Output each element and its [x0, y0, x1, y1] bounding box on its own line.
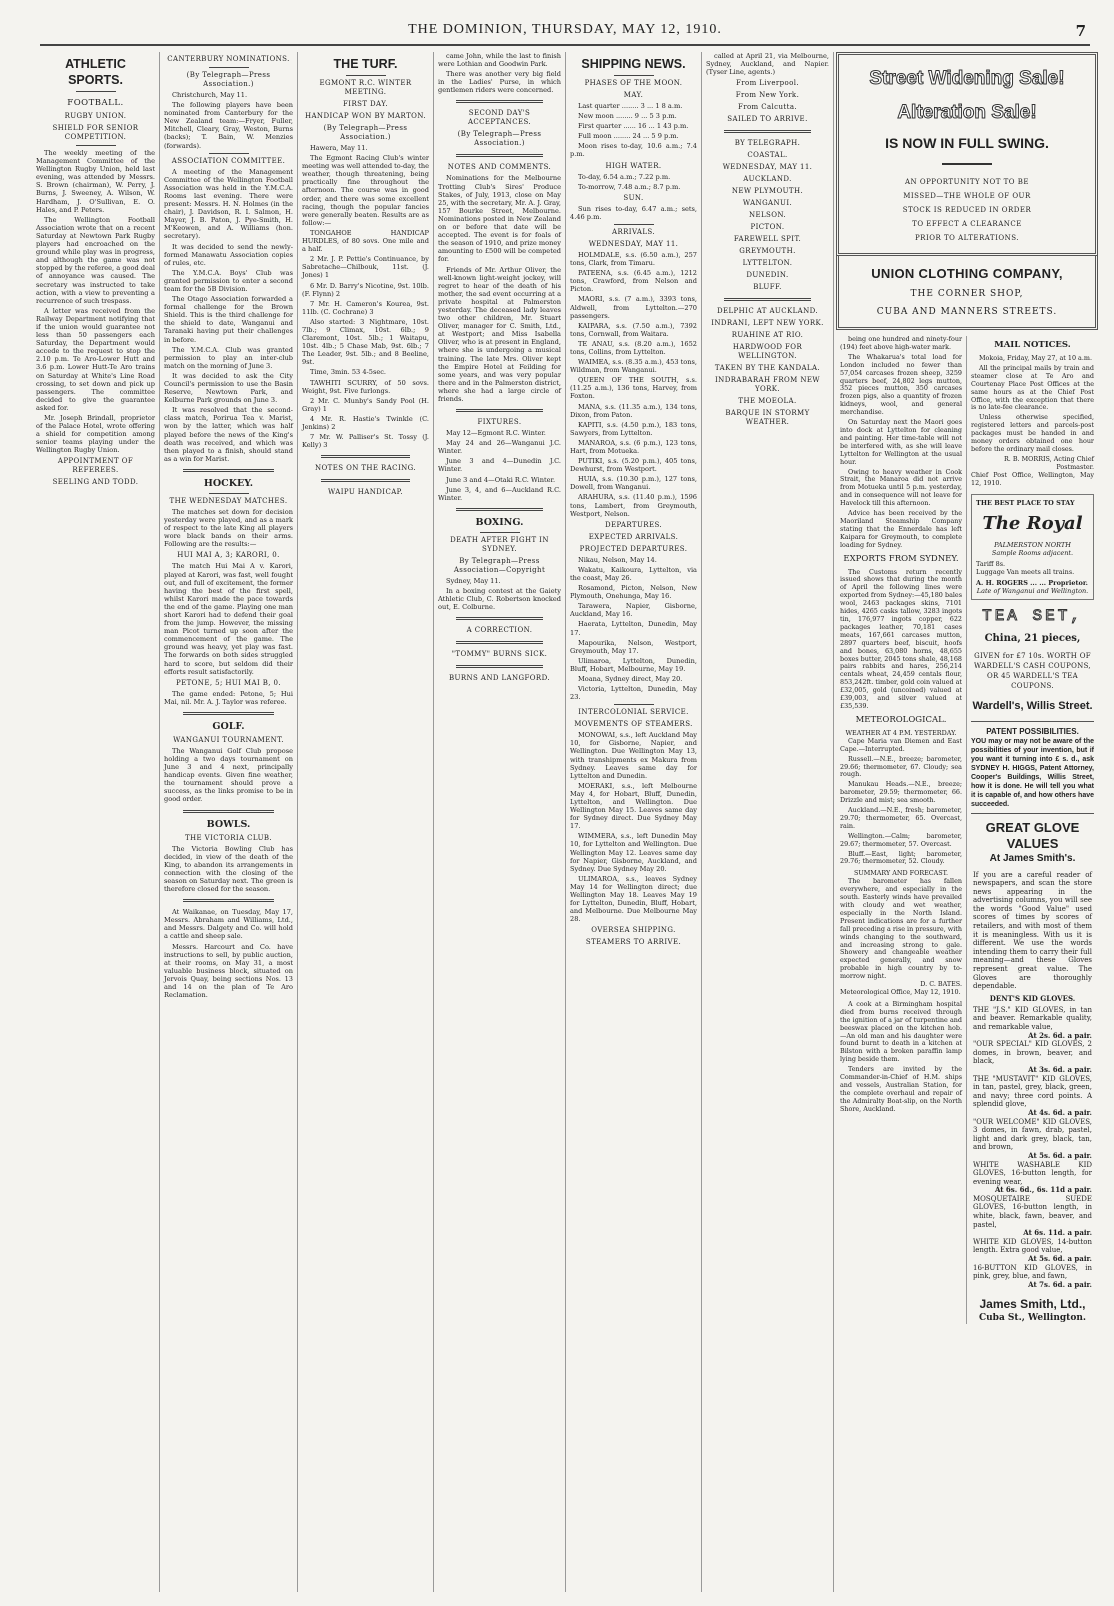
article-paragraph: 6 Mr. D. Barry's Nicotine, 9st. 10lb. (F. Flynn) 2: [302, 281, 429, 298]
article-heading: RUGBY UNION.: [64, 112, 127, 120]
glove-description: THE "MUSTAVIT" KID GLOVES, in tan, pastel, grey, black, green, and navy; three cord points. A splendid glove,: [973, 1074, 1092, 1109]
glove-item: [973, 1264, 1092, 1290]
article-paragraph: The weekly meeting of the Management Committee of the Wellington Rugby Union, held last evening, was attended by Messrs. S. Brown (chairman), W. Perry, J. Burns, J. Sweeney, A. Wilson, W. Hardham, J. O'Sullivan, E. O. Hales, and P. Peters.: [36, 149, 155, 214]
article-heading: HIGH WATER.: [605, 161, 662, 170]
article-paragraph: Time, 3min. 53 4-5sec.: [310, 368, 387, 377]
article-heading: From Liverpool.: [736, 79, 799, 88]
article-paragraph: Friends of Mr. Arthur Oliver, the well-known light-weight jockey, will regret to hear of the death of his mother, the sad event occurring at a private hospital at Palmerston yesterday. The deceased lady leaves two other children, Mr. Stuart Oliver, manager for C. Smith, Ltd., at Westport; and Miss Isabella Oliver, who is at present in England, where she is undergoing a musical training. The late Mrs. Oliver kept the Empire Hotel at Feilding for some years, and was very popular there and in the Palmerston district, where she had a large circle of friends.: [438, 265, 561, 403]
article-paragraph: New moon ........ 9 ... 5 3 p.m.: [578, 112, 677, 121]
page-number: 7: [1075, 22, 1086, 40]
article-heading: CANTERBURY NOMINATIONS.: [167, 55, 290, 63]
glove-price: At 4s. 6d. a pair.: [1028, 1107, 1092, 1117]
article-paragraph: It was decided to ask the City Council's permission to use the Basin Reserve, Newtown Park, and Kelburne Park grounds on June 3.: [164, 371, 293, 405]
glove-item: [973, 1195, 1092, 1238]
article-paragraph: Messrs. Harcourt and Co. have instructions to sell, by public auction, at their rooms, on May 31, a most valuable business block, situated on Jervois Quay, being sections Nos. 13 and 14 on the plan of Te Aro Reclamation.: [164, 942, 293, 1000]
hotel-sample-rooms: Sample Rooms adjacent.: [991, 548, 1074, 557]
meteorological-heading: METEOROLOGICAL.: [855, 714, 947, 725]
article-paragraph: MONOWAI, s.s., left Auckland May 10, for Gisborne, Napier, and Wellington. Due Wellington May 13, with transhipments ex Makura from Sydney. Leaves same day for Lyttelton and Dunedin.: [570, 731, 697, 780]
article-heading: FIXTURES.: [477, 418, 522, 427]
hotel-proprietor-note: Late of Wanganui and Wellington.: [976, 586, 1089, 595]
article-paragraph: The Wellington Football Association wrote that on a recent Saturday at Newtown Park Rugby players had encroached on the ground while play was in progress, and although the game was not stopped by the referee, a good deal of annoyance was caused. The secretary was instructed to take action, with a view to preventing a recurrence of such trespass.: [36, 215, 155, 305]
weather-report: Wellington.—Calm; barometer, 29.67; thermometer, 57. Overcast.: [840, 831, 962, 848]
glove-description: THE "J.S." KID GLOVES, in tan and beaver. Remarkable quality, and remarkable value,: [973, 1005, 1092, 1031]
glove-price: At 7s. 6d. a pair.: [1028, 1279, 1092, 1289]
section-rule: [724, 130, 810, 133]
glove-item: [973, 1040, 1092, 1074]
weather-report: Bluff.—East, light; barometer, 29.76; thermometer, 52. Cloudy.: [840, 849, 962, 866]
article-paragraph: WIMMERA, s.s., left Dunedin May 10, for Lyttelton and Wellington. Due Wellington May 12. Leaves same day for Napier, Gisborne, Auckland, and Sydney. Due Sydney May 20.: [570, 832, 697, 873]
ornament-divider: [209, 67, 249, 68]
sale-line: PRIOR TO ALTERATIONS.: [914, 234, 1020, 242]
article-heading: A CORRECTION.: [466, 626, 533, 635]
forecast-signature: D. C. BATES.: [920, 980, 962, 989]
article-paragraph: PUTIKI, s.s. (5.20 p.m.), 405 tons, Dewhurst, from Westport.: [570, 457, 697, 474]
article-heading: SAILED TO ARRIVE.: [727, 115, 808, 124]
article-heading: WEDNESDAY, MAY 11.: [722, 163, 813, 172]
article-heading: PHASES OF THE MOON.: [584, 79, 683, 87]
article-paragraph: May 12—Egmont R.C. Winter.: [446, 429, 546, 438]
article-heading: From New York.: [735, 91, 800, 100]
article-heading: GREYMOUTH.: [739, 247, 796, 256]
article-heading: PICTON.: [750, 223, 785, 232]
article-paragraph: came John, while the last to finish were Lothian and Goodwin Park.: [438, 52, 561, 69]
article-heading: BOXING.: [475, 516, 524, 528]
article-heading: INDRANI, LEFT NEW YORK.: [711, 319, 824, 328]
article-paragraph: The Y.M.C.A. Club was granted permission to play an inter-club match on the morning of June 3.: [164, 345, 293, 370]
mail-notice: Unless otherwise specified, registered letters and parcels-post packages must be handed in and money orders obtained one hour before the ordinary mail closes.: [971, 413, 1094, 453]
hotel-proprietor: A. H. ROGERS ... ... Proprietor.: [976, 578, 1088, 587]
tea-set-title: TEA SET,: [982, 606, 1083, 625]
news-paragraph: The Whakarua's total load for London included no fewer than 57,054 carcases frozen sheep, 3259 quarters beef, 24,802 legs mutton, 352 pieces mutton, 350 carcases frozen pigs, also a quantity of frozen kidneys, wool, and general merchandise.: [840, 352, 962, 417]
section-rule: [456, 641, 542, 644]
article-paragraph: MAORI, s.s. (7 a.m.), 3393 tons, Aldwell, from Lyttelton.—270 passengers.: [570, 295, 697, 320]
article-paragraph: In a boxing contest at the Gaiety Athletic Club, C. Robertson knocked out, E. Colburne.: [438, 586, 561, 612]
article-heading: MAY.: [623, 91, 644, 99]
section-rule: [456, 508, 542, 511]
article-paragraph: called at April 21, via Melbourne, Sydney, Auckland, and Napier. (Tyser Line, agents.): [706, 52, 829, 77]
article-heading: (By Telegraph—Press Association.): [457, 130, 542, 148]
glove-company: James Smith, Ltd.,: [979, 1297, 1086, 1312]
article-paragraph: MANAROA, s.s. (6 p.m.), 123 tons, Hart, from Motueka.: [570, 438, 697, 455]
glove-description: "OUR SPECIAL" KID GLOVES, 2 domes, in brown, beaver, and black,: [973, 1040, 1092, 1066]
tea-set-advertisement: [971, 606, 1094, 713]
glove-item: [973, 1118, 1092, 1161]
article-heading: NELSON.: [748, 211, 787, 220]
article-paragraph: QUEEN OF THE SOUTH, s.s. (11.25 a.m.), 136 tons, Harvey, from Foxton.: [570, 376, 697, 401]
article-paragraph: The Otago Association forwarded a formal challenge for the Brown Shield. This is the third challenge for the shield to date, Wanganui and Taranaki having put their challenges in before.: [164, 295, 293, 344]
article-heading: LYTTELTON.: [742, 259, 793, 268]
article-heading: STEAMERS TO ARRIVE.: [585, 938, 682, 947]
section-rule: [321, 479, 410, 482]
sale-line: AN OPPORTUNITY NOT TO BE: [904, 178, 1030, 186]
article-paragraph: WAIMEA, s.s. (8.35 a.m.), 453 tons, Wildman, from Wanganui.: [570, 358, 697, 375]
ornament-divider: [480, 532, 520, 533]
article-paragraph: Wakatu, Kaikoura, Lyttelton, via the coast, May 26.: [570, 565, 697, 582]
article-heading: INDRABARAH FROM NEW YORK.: [715, 376, 820, 394]
article-heading: TAKEN BY THE KANDALA.: [714, 364, 821, 373]
article-paragraph: TE ANAU, s.s. (8.20 a.m.), 1652 tons, Collins, from Lyttelton.: [570, 339, 697, 356]
article-paragraph: Mr. Joseph Brindall, proprietor of the Palace Hotel, wrote offering a shield for competition among senior teams playing under the Wellington Rugby Union.: [36, 414, 155, 455]
article-heading: THE WEDNESDAY MATCHES.: [169, 496, 288, 505]
article-heading: BARQUE IN STORMY WEATHER.: [725, 409, 810, 427]
glove-title: GREAT GLOVE VALUES: [985, 819, 1080, 851]
news-subcolumn: [836, 336, 967, 1324]
article-heading: DUNEDIN.: [746, 271, 789, 280]
column-shipping-continued: [702, 52, 834, 1592]
article-heading: SEELING AND TODD.: [52, 478, 139, 487]
article-paragraph: The following players have been nominated from Canterbury for the New Zealand team:—Fryer, Fuller, Mitchell, Cleary, Gray, Weston, Burns (backs); T. Bain, W. Menzies (forwards).: [164, 101, 293, 150]
glove-item: [973, 1161, 1092, 1195]
article-heading: HOCKEY.: [203, 477, 254, 489]
article-paragraph: Christchurch, May 11.: [172, 91, 248, 99]
glove-price: At 2s. 6d. a pair.: [1028, 1030, 1092, 1040]
glove-dents-heading: DENT'S KID GLOVES.: [989, 993, 1076, 1003]
article-paragraph: Rosamond, Picton, Nelson, New Plymouth, Onehunga, May 16.: [570, 584, 697, 601]
article-paragraph: KAIPARA, s.s. (7.50 a.m.), 7392 tons, Cornwall, from Waitara.: [570, 321, 697, 338]
news-paragraph: Owing to heavy weather in Cook Strait, the Manaroa did not arrive from Motueka until 5 p.m. yesterday, and in consequence will not leave for Havelock till this afternoon.: [840, 467, 962, 508]
article-paragraph: The Egmont Racing Club's winter meeting was well attended to-day, the weather, though threatening, being practically fine throughout the afternoon. The course was in good order, and there was some excellent racing, though the popular fancies were generally beaten. Results are as follow:—: [302, 154, 429, 227]
article-heading: COASTAL.: [747, 151, 788, 160]
shop-name: THE CORNER SHOP,: [910, 289, 1024, 299]
article-heading: (By Telegraph—Press Association.): [186, 71, 271, 88]
shop-address: CUBA AND MANNERS STREETS.: [876, 307, 1058, 317]
glove-item: [973, 1006, 1092, 1040]
article-heading: From Calcutta.: [737, 103, 798, 112]
article-paragraph: Nominations for the Melbourne Trotting Club's Sires' Produce Stakes, of July, 1913, close on May 25, with the secretary, Mr. A. J. Gray, 157 Bourke Street, Melbourne. Nominations posted in New Zealand on or before that date will be accepted. The event is for foals of the season of 1910, and prize money amounting to £500 will be competed for.: [438, 174, 561, 264]
news-paragraph: On Saturday next the Maori goes into dock at Lyttelton for cleaning and painting. Her time-table will not be interfered with, as she will leave Lyttelton for Wellington at the usual hour.: [840, 418, 962, 466]
article-heading: BURNS AND LANGFORD.: [449, 674, 550, 683]
glove-price: At 5s. 6d. a pair.: [1028, 1150, 1092, 1160]
article-heading: EXPECTED ARRIVALS.: [588, 532, 679, 541]
article-paragraph: 2 Mr. C. Munby's Sandy Pool (H. Gray) 1: [302, 396, 429, 413]
weather-report: Cape Maria van Diemen and East Cape.—Interrupted.: [840, 736, 962, 753]
article-heading: PETONE, 5; HUI MAI B, 0.: [175, 678, 282, 687]
article-paragraph: HOLMDALE, s.s. (6.50 a.m.), 257 tons, Clark, from Timaru.: [570, 250, 697, 268]
article-paragraph: 4 Mr. R. Hastie's Twinkle (C. Jenkins) 2: [302, 414, 429, 431]
glove-description: "OUR WELCOME" KID GLOVES, 3 domes, in fawn, drab, pastel, light and dark grey, black, tan, and brown,: [973, 1117, 1092, 1152]
article-paragraph: At Waikanae, on Tuesday, May 17, Messrs. Abraham and Williams, Ltd., and Messrs. Dalgety and Co. will hold a cattle and sheep sale.: [164, 908, 293, 941]
newspaper-title: THE DOMINION, THURSDAY, MAY 12, 1910.: [408, 22, 722, 37]
article-heading: GOLF.: [212, 720, 245, 732]
tea-set-china: China, 21 pieces,: [984, 632, 1081, 644]
article-heading: DELPHIC AT AUCKLAND.: [716, 307, 819, 316]
union-clothing-advertisement: [836, 256, 1098, 330]
mail-notice: All the principal mails by train and steamer close at Te Aro and Courtenay Place Post Offices at the same hours as at the Chief Post Office, with the exception that there is no late-fee clearance.: [971, 363, 1094, 412]
article-paragraph: ULIMAROA, s.s., leaves Sydney May 14 for Wellington direct; due Wellington May 18. Leaves May 19 for Lyttelton, Dunedin, Bluff, Hobart, and Melbourne. Due Melbourne May 28.: [570, 874, 697, 924]
mail-notice: Mokoia, Friday, May 27, at 10 a.m.: [979, 354, 1092, 362]
sale-advertisement: [836, 52, 1098, 256]
tea-set-offer: GIVEN for £7 10s. WORTH OF WARDELL'S CASH COUPONS, OR 45 WARDELL'S TEA COUPONS.: [974, 651, 1091, 690]
mail-signature: R. B. MORRIS, Acting Chief Postmaster.: [1003, 454, 1094, 471]
section-rule: [183, 469, 273, 472]
article-heading: By Telegraph—Press Association—Copyright: [453, 556, 546, 574]
article-paragraph: The Y.M.C.A. Boys' Club was granted permission to enter a second team for the 5B Division.: [164, 268, 293, 293]
article-paragraph: Moana, Sydney direct, May 20.: [578, 674, 683, 683]
article-paragraph: Nikau, Nelson, May 14.: [578, 555, 657, 564]
article-heading: RUAHINE AT RIO.: [731, 331, 804, 340]
article-paragraph: Tarawera, Napier, Gisborne, Auckland, May 16.: [570, 602, 697, 619]
section-rule: [456, 665, 542, 668]
article-paragraph: MANA, s.s. (11.35 a.m.), 134 tons, Dixon, from Paton.: [570, 402, 697, 419]
tea-set-shop: Wardell's, Willis Street.: [972, 699, 1093, 712]
article-paragraph: Also started: 3 Nightmare, 10st. 7lb.; 9 Climax, 10st. 6lb.; 9 Claremont, 10st. 5lb.; 1 Waitapu, 10st. 4lb.; 5 Chase Mab, 9st. 6lb.; 7 The Leader, 9st. 5lb.; and 8 Beeline, 9st.: [302, 317, 429, 367]
glove-description: 16-BUTTON KID GLOVES, in pink, grey, blue, and fawn,: [973, 1263, 1092, 1281]
article-heading: NOTES ON THE RACING.: [315, 464, 416, 473]
forecast-office: Meteorological Office, May 12, 1910.: [840, 987, 961, 996]
article-paragraph: To-morrow, 7.48 a.m.; 8.7 p.m.: [578, 182, 681, 191]
article-paragraph: TAWHITI SCURRY, of 50 sovs. Weight, 9st. Five furlongs.: [302, 378, 429, 395]
article-paragraph: Full moon ........ 24 ... 5 9 p.m.: [578, 132, 679, 141]
article-paragraph: There was another very big field in the Ladies' Purse, in which gentlemen riders were concerned.: [438, 70, 561, 95]
forecast-heading: SUMMARY AND FORECAST.: [853, 869, 949, 878]
article-paragraph: Sydney, May 11.: [446, 576, 501, 585]
article-heading: PROJECTED DEPARTURES.: [579, 544, 688, 553]
article-heading: THE MOEOLA.: [738, 397, 797, 406]
article-paragraph: Moon rises to-day, 10.6 a.m.; 7.4 p.m.: [570, 142, 697, 159]
article-paragraph: Mapourika, Nelson, Westport, Greymouth, May 17.: [570, 638, 697, 655]
article-heading: EGMONT R.C. WINTER MEETING.: [319, 79, 412, 96]
article-heading: SUN.: [623, 193, 644, 202]
ornament-divider: [209, 493, 249, 494]
sale-headline: Street Widening Sale!: [869, 68, 1065, 89]
article-heading: INTERCOLONIAL SERVICE.: [578, 708, 689, 717]
glove-price: At 6s. 6d., 6s. 11d a pair.: [994, 1185, 1092, 1195]
article-heading: ARRIVALS.: [611, 227, 656, 236]
article-paragraph: MOERAKI, s.s., left Melbourne May 4, for Hobart, Bluff, Dunedin, Lyttelton, and Wellington. Due Wellington May 15. Leaves same day for Sydney direct. Due Sydney May 17.: [570, 781, 697, 831]
article-heading: DEATH AFTER FIGHT IN SYDNEY.: [450, 535, 549, 553]
article-heading: NOTES AND COMMENTS.: [447, 163, 552, 172]
glove-price: At 6s. 11d. a pair.: [1023, 1228, 1092, 1238]
sale-body: [845, 175, 1089, 245]
article-heading: SECOND DAY'S ACCEPTANCES.: [467, 109, 532, 127]
glove-price: At 5s. 6d. a pair.: [1028, 1254, 1092, 1264]
exports-text: The Customs return recently issued shows that during the month of April the following lines were exported from Sydney:—45,180 bales wool, 2463 packages skins, 7101 hides, 4265 casks tallow, 3283 ingots tin, 176,977 ingots copper, 622 packages leather, 70,181 cases meats, 167,661 carcases mutton, 2897 quarters beef, biscuit, hoofs and bones, 63,080 horns, 48,655 boxes butter, 2045 tons shale, 48,168 pairs rabbits and hares, 256,214 centals wheat, 24,459 centals flour, 853,242ft. timber, gold coin valued at £32,005, gold (uncoined) valued at £39,003, and silver valued at £35,539.: [840, 567, 962, 710]
article-paragraph: Ulimaroa, Lyttelton, Dunedin, Bluff, Hobart, Melbourne, May 19.: [570, 656, 697, 673]
article-paragraph: June 3 and 4—Otaki R.C. Winter.: [446, 475, 556, 484]
article-paragraph: It was resolved that the second-class match, Porirua Tea v. Marist, won by the latter, which was half played before the news of the King's death was received, and which was then played to a finish, should stand as a win for Marist.: [164, 406, 293, 463]
glove-subtitle: At James Smith's.: [989, 852, 1076, 864]
section-rule: [456, 617, 542, 620]
sale-line: TO EFFECT A CLEARANCE: [912, 220, 1022, 228]
section-heading: THE TURF.: [333, 57, 398, 71]
article-heading: AUCKLAND.: [743, 175, 792, 184]
patent-title: PATENT POSSIBILITIES.: [986, 726, 1079, 736]
hotel-tagline: THE BEST PLACE TO STAY: [976, 498, 1075, 507]
news-paragraph: Tenders are invited by the Commander-in-Chief of H.M. ships and vessels, Australian Station, for the complete overhaul and repair of the Admiralty Boat-slip, on the North Shore, Auckland.: [840, 1065, 962, 1113]
article-heading: HARDWOOD FOR WELLINGTON.: [732, 343, 803, 361]
article-heading: WANGANUI.: [742, 199, 793, 208]
article-heading: HANDICAP WON BY MARTON.: [304, 112, 427, 120]
column-turf: [298, 52, 434, 1592]
glove-intro: If you are a careful reader of newspapers, and scan the store news appearing in the advertising columns, you will see the words "Good Value" used scores of times by scores of retailers, and with most of them it is meaningless. With us it is different. We use the words intending them to carry their full meaning—and these Gloves represent great value. The Gloves are thoroughly dependable.: [973, 870, 1092, 991]
column-shipping-news: [566, 52, 702, 1592]
glove-address: Cuba St., Wellington.: [978, 1313, 1087, 1324]
article-paragraph: PATEENA, s.s. (6.45 a.m.), 1212 tons, Crawford, from Nelson and Picton.: [570, 269, 697, 294]
sale-subheadline: Alteration Sale!: [897, 102, 1037, 123]
article-heading: APPOINTMENT OF REFEREES.: [57, 457, 134, 475]
article-heading: FAREWELL SPIT.: [733, 235, 802, 244]
column-turf-continued: [434, 52, 566, 1592]
forecast-text: The barometer has fallen everywhere, and especially in the south. Easterly winds have prevailed with cloudy and wet weather, especially in the North Island. Present indications are for a further fall preceding a rise in pressure, with winds changing to the southward, and increasing strong to gale. Showery and changeable weather expected generally, and snow probable in high country by to-morrow night.: [840, 877, 962, 981]
article-paragraph: May 24 and 26—Wanganui J.C. Winter.: [438, 439, 561, 456]
article-paragraph: It was decided to send the newly-formed Manawatu Association copies of rules, etc.: [164, 242, 293, 267]
glove-description: WHITE KID GLOVES, 14-button length. Extra good value,: [973, 1237, 1092, 1255]
article-paragraph: First quarter ...... 16 ... 1 43 p.m.: [578, 122, 689, 131]
glove-price: At 3s. 6d. a pair.: [1028, 1064, 1092, 1074]
article-heading: BOWLS.: [206, 818, 251, 830]
article-paragraph: Victoria, Lyttelton, Dunedin, May 23.: [570, 685, 697, 702]
article-paragraph: 2 Mr. J. P. Pettie's Continuance, by Sabretache—Chilbouk, 11st. (J. Jones) 1: [302, 255, 429, 280]
article-heading: WAIPU HANDICAP.: [328, 488, 403, 497]
article-paragraph: Hawera, May 11.: [310, 144, 368, 152]
section-heading: SHIPPING NEWS.: [581, 57, 686, 71]
section-rule: [321, 455, 410, 458]
news-paragraph: A cook at a Birmingham hospital died from burns received through the ignition of a jar of turpentine and beeswax placed on the kitchen hob.—An old man and his daughter were found burnt to death in a kitchen at Bilston with a broken paraffin lamp lying beside them.: [840, 999, 962, 1064]
article-heading: BY TELEGRAPH.: [734, 139, 801, 148]
section-rule: [456, 154, 542, 157]
article-heading: MOVEMENTS OF STEAMERS.: [574, 720, 693, 729]
article-heading: THE VICTORIA CLUB.: [184, 833, 273, 842]
article-paragraph: ARAHURA, s.s. (11.40 p.m.), 1596 tons, Lambert, from Greymouth, Westport, Nelson.: [570, 493, 697, 518]
article-paragraph: Sun rises to-day, 6.47 a.m.; sets, 4.46 p.m.: [570, 204, 697, 221]
article-paragraph: A letter was received from the Railway Department notifying that if the union would guarantee not less than 50 passengers each Saturday, the Department would accede to the request to stop the 2.10 p.m. Te Aro-Lower Hutt and 3.6 p.m. Lower Hutt-Te Aro trains on Saturday at White's Line Road crossing, to set down and pick up passengers. The committee decided to give the guarantee asked for.: [36, 306, 155, 412]
section-rule: [456, 409, 542, 412]
article-heading: WANGANUI TOURNAMENT.: [173, 735, 284, 744]
article-heading: NEW PLYMOUTH.: [731, 187, 804, 196]
article-heading: OVERSEA SHIPPING.: [591, 926, 676, 935]
article-paragraph: 7 Mr. H. Cameron's Kourea, 9st. 11lb. (C. Cochrane) 3: [302, 299, 429, 316]
article-heading: SHIELD FOR SENIOR COMPETITION.: [52, 124, 139, 141]
article-paragraph: The game ended: Petone, 5; Hui Mai, nil. Mr. A. J. Taylor was referee.: [164, 689, 293, 706]
glove-description: MOSQUETAIRE SUEDE GLOVES, 16-button length, in white, black, fawn, beaver, and pastel,: [973, 1194, 1092, 1229]
hotel-town: PALMERSTON NORTH: [994, 540, 1071, 549]
ornament-divider: [614, 224, 654, 225]
article-heading: FOOTBALL.: [67, 98, 124, 108]
ornament-divider: [209, 153, 249, 154]
sale-line: STOCK IS REDUCED IN ORDER: [902, 206, 1032, 214]
glove-item: [973, 1238, 1092, 1264]
ads-subcolumn: [967, 336, 1098, 1324]
mail-notices-heading: MAIL NOTICES.: [994, 340, 1071, 350]
exports-heading: EXPORTS FROM SYDNEY.: [843, 553, 959, 564]
glove-description: WHITE WASHABLE KID GLOVES, 16-button length, for evening wear,: [973, 1160, 1092, 1186]
article-heading: DEPARTURES.: [604, 520, 663, 529]
article-paragraph: The matches set down for decision yesterday were played, and as a mark of respect to the late King all players wore black bands on their arms. Following are the results:—: [164, 507, 293, 549]
glove-advertisement: [971, 813, 1094, 1325]
advertisement-column: [836, 52, 1098, 1324]
section-rule: [183, 810, 273, 813]
sale-line: MISSED—THE WHOLE OF OUR: [903, 192, 1031, 200]
weather-subheading: WEATHER AT 4 P.M. YESTERDAY.: [845, 728, 957, 737]
article-heading: ASSOCIATION COMMITTEE.: [171, 156, 286, 165]
article-paragraph: The Wanganui Golf Club propose holding a two days tournament on June 3 and 4 next, principally handicap events. Given fine weather, the tournament should prove a success, as the links promise to be in good order.: [164, 746, 293, 804]
patent-advertisement: [971, 721, 1094, 809]
section-rule: [456, 100, 542, 103]
masthead: [40, 22, 1090, 46]
hotel-tariff: Tariff 8s.: [976, 559, 1006, 568]
weather-report: Auckland.—N.E., fresh; barometer, 29.70; thermometer, 65. Overcast, rain.: [840, 806, 962, 830]
hotel-luggage: Luggage Van meets all trains.: [976, 567, 1075, 576]
article-paragraph: HUIA, s.s. (10.30 p.m.), 127 tons, Dowell, from Wanganui.: [570, 475, 697, 492]
section-heading: ATHLETIC SPORTS.: [65, 57, 126, 87]
mail-office: Chief Post Office, Wellington, May 12, 1910.: [971, 470, 1094, 487]
article-paragraph: The Victoria Bowling Club has decided, in view of the death of the King, to abandon its arrangements in connection with the closing of the season on Saturday next. The green is therefore closed for the season.: [164, 844, 293, 894]
column-football-hockey: [160, 52, 298, 1592]
article-paragraph: A meeting of the Management Committee of the Wellington Football Association was held in the Y.M.C.A. Rooms last evening. There were present: Messrs. H. N. Holmes (in the chair), J. Davidson, R. I. Salmon, H. Mayer, J. B. Paton, J. Pye-Smith, H. M'Keowen, and A. Williams (hon. secretary).: [164, 167, 293, 241]
article-heading: HUI MAI A, 3; KARORI, 0.: [177, 551, 280, 560]
article-paragraph: Last quarter ........ 3 ... 1 8 a.m.: [578, 102, 683, 110]
column-athletic-sports: [32, 52, 160, 1592]
glove-item: [973, 1075, 1092, 1118]
article-paragraph: The match Hui Mai A v. Karori, played at Karori, was fast, well fought out, and full of excitement, the former having the best of the first spell, whilst Karori made the pace towards the end of the game. Playing one man short Karori had to defend their goal from the jump. However, the missing man Picot turned up soon after the commencement of the game. The ground was heavy, yet play was fast. The forwards on both sides struggled hard to score, but seldom did their efforts result satisfactorily.: [164, 562, 293, 676]
sale-tagline: IS NOW IN FULL SWING.: [885, 135, 1049, 151]
patent-body: YOU may or may not be aware of the possibilities of your invention, but if you want it turning into £ s. d., ask SYDNEY H. HIGGS, Patent Attorney, Cooper's Buildings, Willis Street, how it is done. He will tell you what it is capable of, and how others have succeeded.: [971, 737, 1094, 808]
article-heading: WEDNESDAY, MAY 11.: [588, 239, 679, 248]
section-rule: [183, 712, 273, 715]
article-paragraph: To-day, 6.54 a.m.; 7.22 p.m.: [578, 172, 671, 181]
article-paragraph: Haerata, Lyttelton, Dunedin, May 17.: [570, 620, 697, 637]
ornament-divider: [614, 75, 654, 76]
ornament-divider: [76, 91, 116, 92]
weather-report: Manukau Heads.—N.E., breeze; barometer, 29.59; thermometer, 66. Drizzle and mist; sea smooth.: [840, 780, 962, 805]
article-heading: BLUFF.: [753, 283, 782, 292]
news-paragraph: being one hundred and ninety-four (194) feet above high-water mark.: [840, 335, 962, 351]
ornament-divider: [76, 145, 116, 146]
article-paragraph: KAPITI, s.s. (4.50 p.m.), 183 tons, Sawyers, from Lyttelton.: [570, 420, 697, 437]
article-paragraph: 7 Mr. W. Palliser's St. Tossy (J. Kelly) 3: [302, 433, 429, 450]
weather-report: Russell.—N.E., breeze; barometer, 29.66; thermometer, 67. Cloudy; sea rough.: [840, 754, 962, 779]
news-paragraph: Advice has been received by the Maoriland Steamship Company stating that the Ennerdale has left Kaipara for Greymouth, to complete loading for Sydney.: [840, 509, 962, 549]
article-heading: (By Telegraph—Press Association.): [323, 124, 408, 141]
article-paragraph: TONGAHOE HANDICAP HURDLES, of 80 sovs. One mile and a half.: [302, 228, 429, 254]
article-heading: FIRST DAY.: [343, 100, 388, 108]
ornament-divider: [346, 75, 386, 76]
royal-hotel-advertisement: [971, 494, 1094, 600]
section-rule: [183, 899, 273, 902]
section-rule: [724, 298, 810, 301]
article-paragraph: June 3 and 4—Dunedin J.C. Winter.: [438, 457, 561, 474]
article-heading: "TOMMY" BURNS SICK.: [451, 650, 548, 659]
ornament-divider: [614, 704, 654, 705]
company-name: UNION CLOTHING COMPANY,: [871, 266, 1063, 281]
article-paragraph: June 3, 4, and 6—Auckland R.C. Winter.: [438, 485, 561, 502]
hotel-name: The Royal: [982, 512, 1083, 534]
